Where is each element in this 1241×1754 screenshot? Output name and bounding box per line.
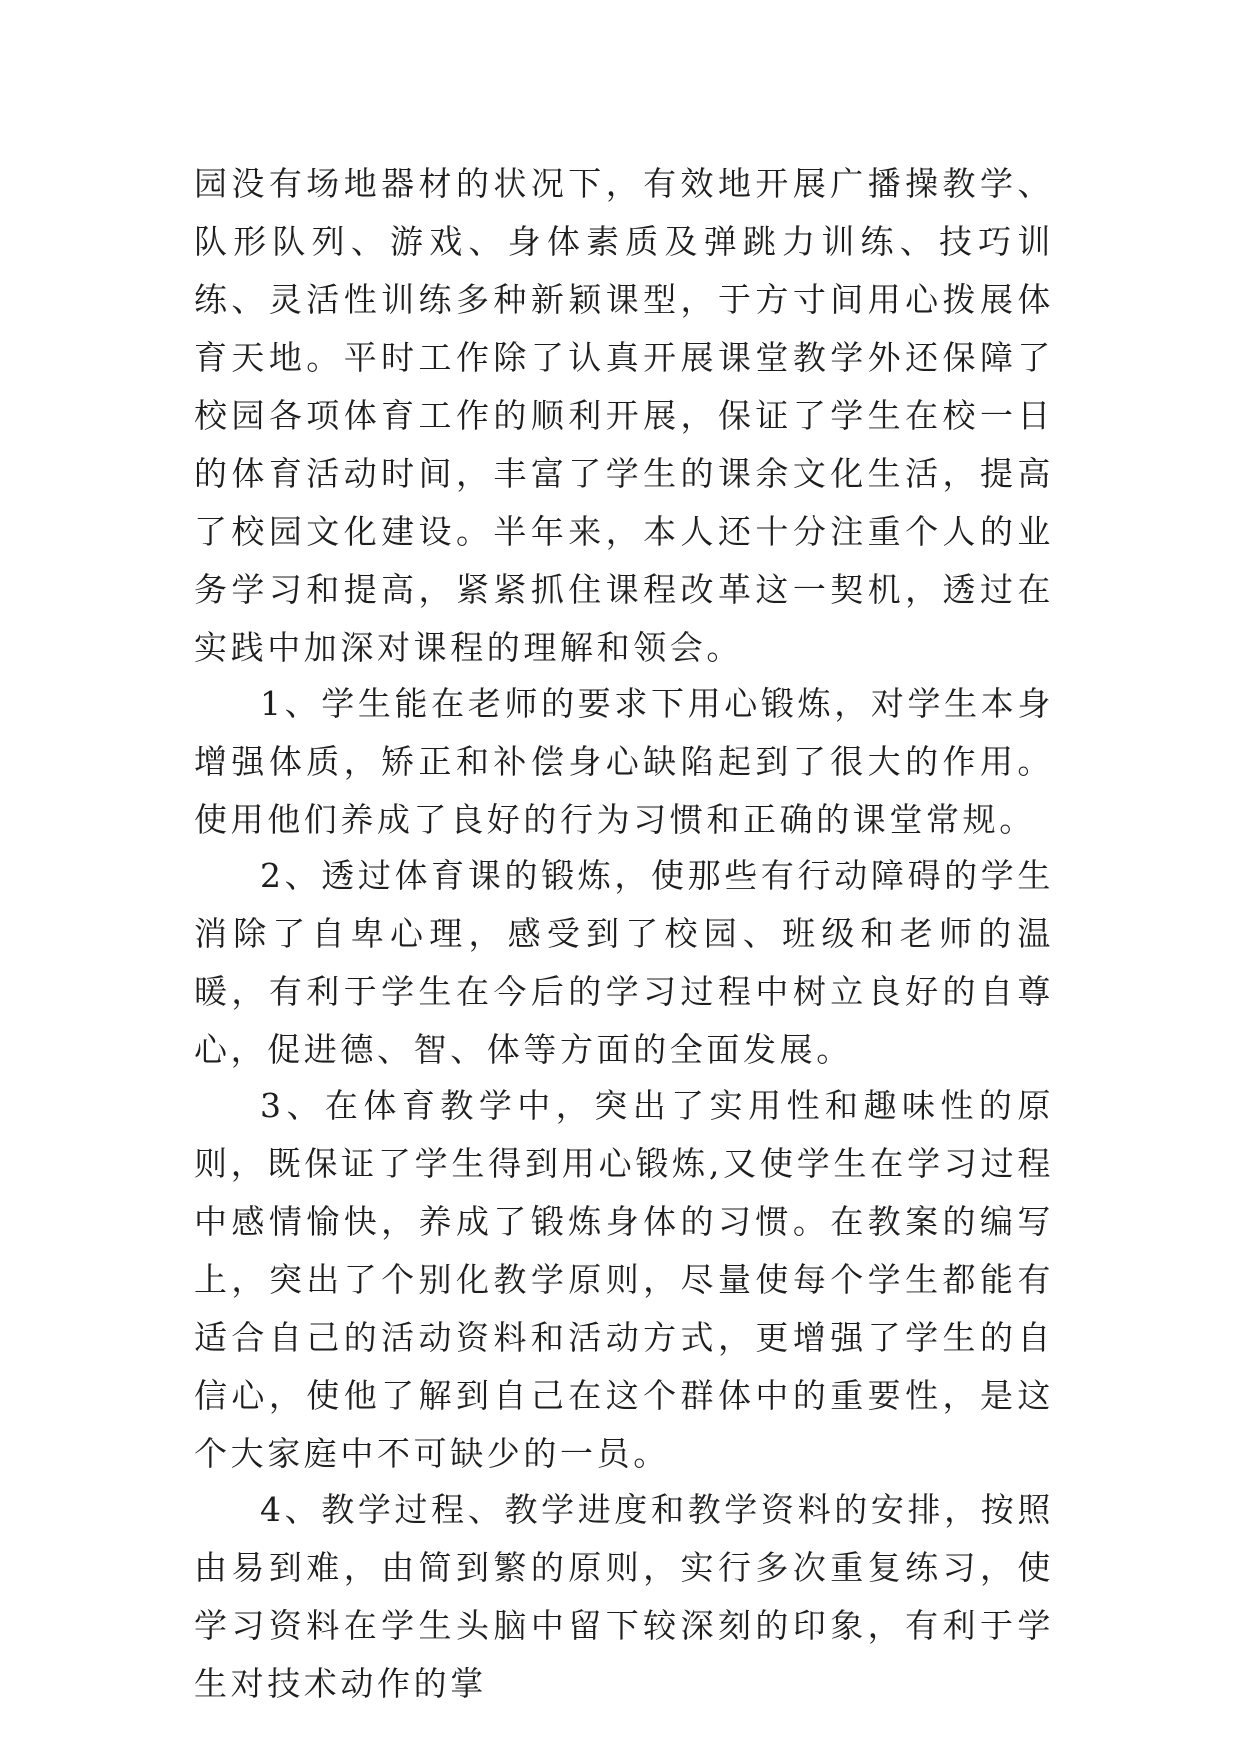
document-body xyxy=(194,155,1054,1711)
paragraph-item-4: 4、教学过程、教学进度和教学资料的安排，按照由易到难，由简到繁的原则，实行多次重复练习，使学习资料在学生头脑中留下较深刻的印象，有利于学生对技术动作的掌 xyxy=(194,1490,1054,1703)
paragraph-item-2: 2、透过体育课的锻炼，使那些有行动障碍的学生消除了自卑心理，感受到了校园、班级和老师的温暖，有利于学生在今后的学习过程中树立良好的自尊心，促进德、智、体等方面的全面发展。 xyxy=(194,856,1054,1069)
paragraph-item-3: 3、在体育教学中，突出了实用性和趣味性的原则，既保证了学生得到用心锻炼,又使学生在学习过程中感情愉快，养成了锻炼身体的习惯。在教案的编写上，突出了个别化教学原则，尽量使每个学生都能有适合自己的活动资料和活动方式，更增强了学生的自信心，使他了解到自己在这个群体中的重要性，是这个大家庭中不可缺少的一员。 xyxy=(194,1086,1054,1473)
paragraph-item-1: 1、学生能在老师的要求下用心锻炼，对学生本身增强体质，矫正和补偿身心缺陷起到了很大的作用。使用他们养成了良好的行为习惯和正确的课堂常规。 xyxy=(194,684,1054,839)
paragraph-continuation: 园没有场地器材的状况下，有效地开展广播操教学、队形队列、游戏、身体素质及弹跳力训练、技巧训练、灵活性训练多种新颖课型，于方寸间用心拨展体育天地。平时工作除了认真开展课堂教学外还保障了校园各项体育工作的顺利开展，保证了学生在校一日的体育活动时间，丰富了学生的课余文化生活，提高了校园文化建设。半年来，本人还十分注重个人的业务学习和提高，紧紧抓住课程改革这一契机，透过在实践中加深对课程的理解和领会。 xyxy=(194,164,1054,667)
